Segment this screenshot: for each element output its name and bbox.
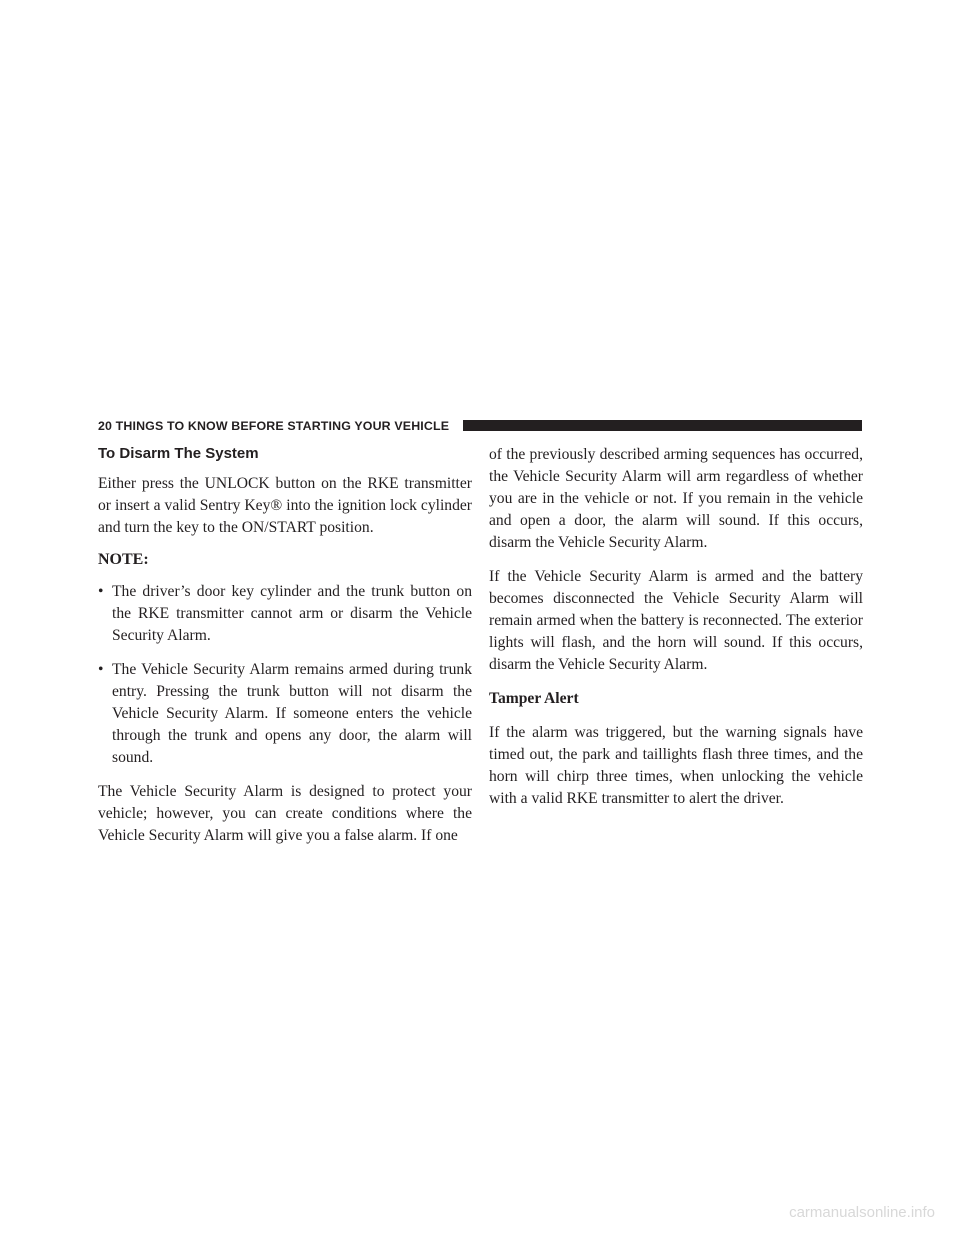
arming-paragraph: of the previously described arming sequences has occurred, the Vehicle Security Alarm will arm regardless of whether you are in the vehicle or not. If you remain in the vehicle and open a door, the alarm will sound. If this occurs, disarm the Vehicle Security Alarm.	[489, 446, 863, 551]
bullet-icon: •	[98, 583, 104, 600]
watermark-logo: carmanualsonline.info	[789, 1204, 935, 1221]
page-header	[98, 417, 862, 435]
list-item	[98, 581, 472, 647]
list-item	[98, 659, 472, 769]
bullet-icon: •	[98, 661, 104, 678]
page-number-and-chapter-title: 20 THINGS TO KNOW BEFORE STARTING YOUR VEHICLE	[98, 419, 450, 433]
bullet-text: The driver’s door key cylinder and the trunk button on the RKE transmitter cannot arm or disarm the Vehicle Security Alarm.	[112, 583, 472, 644]
intro-paragraph: Either press the UNLOCK button on the RKE transmitter or insert a valid Sentry Key® into the ignition lock cylinder and turn the key to the ON/START position.	[98, 475, 472, 536]
note-label: NOTE:	[98, 551, 149, 568]
battery-paragraph: If the Vehicle Security Alarm is armed and the battery becomes disconnected the Vehicle Security Alarm will remain armed when the battery is reconnected. The exterior lights will flash, and the horn will sound. If this occurs, disarm the Vehicle Security Alarm.	[489, 568, 863, 673]
note-bullet-list	[98, 581, 472, 769]
tamper-alert-paragraph: If the alarm was triggered, but the warning signals have timed out, the park and taillights flash three times, and the horn will chirp three times, when unlocking the vehicle with a valid RKE transmitter to alert the driver.	[489, 724, 863, 807]
false-alarm-paragraph: The Vehicle Security Alarm is designed to protect your vehicle; however, you can create conditions where the Vehicle Security Alarm will give you a false alarm. If one	[98, 783, 472, 844]
left-column	[98, 444, 472, 859]
section-title: To Disarm The System	[98, 445, 259, 462]
bullet-text: The Vehicle Security Alarm remains armed during trunk entry. Pressing the trunk button will not disarm the Vehicle Security Alarm. If someone enters the vehicle through the trunk and opens any door, the alarm will sound.	[112, 661, 472, 766]
header-rule-bar	[463, 420, 862, 431]
right-column	[489, 444, 863, 822]
tamper-alert-heading: Tamper Alert	[489, 690, 579, 707]
